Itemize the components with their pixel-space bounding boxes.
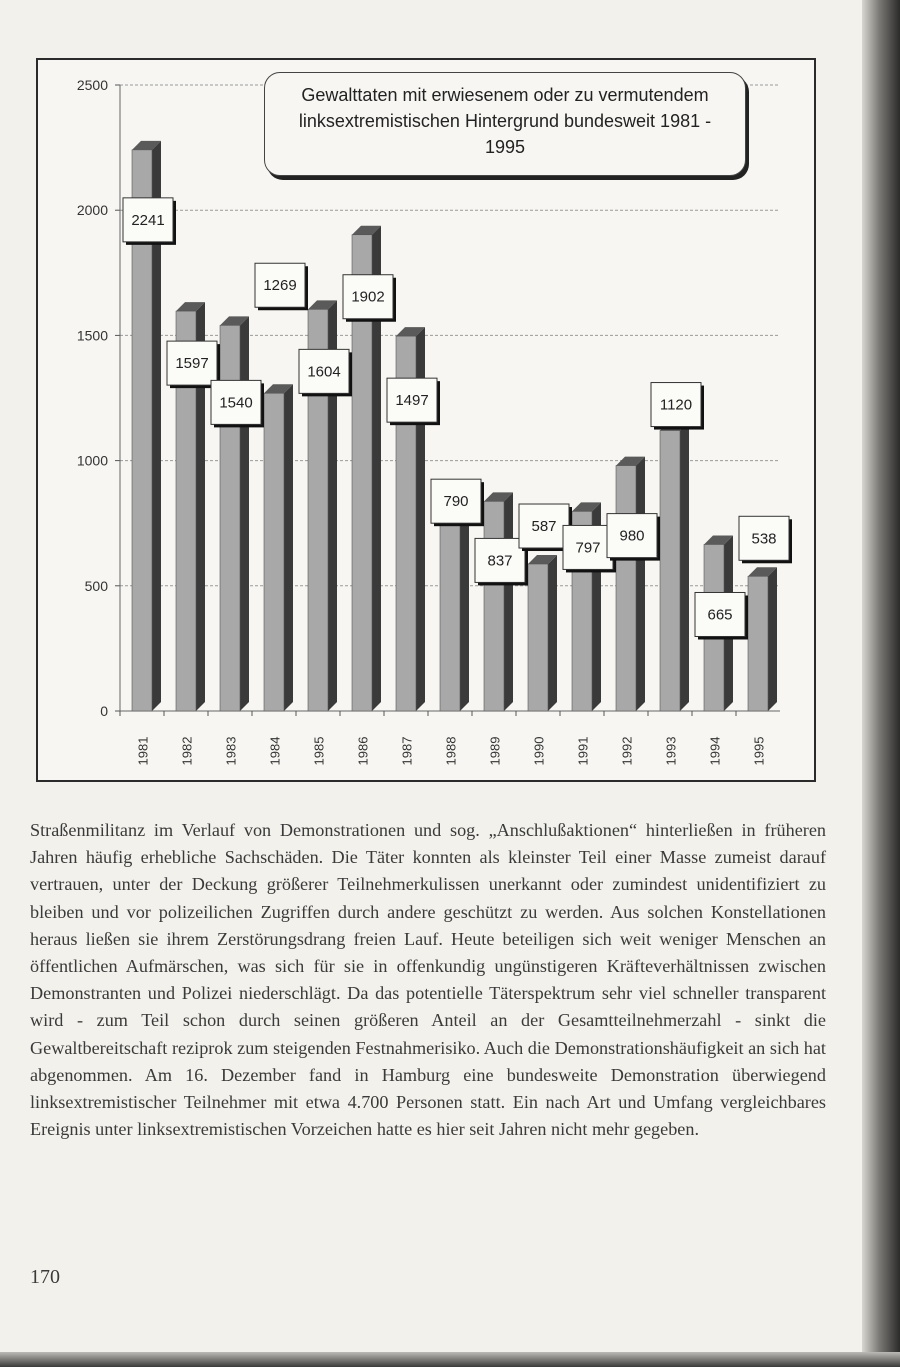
bar-side-1988 — [460, 504, 469, 711]
bar-side-1984 — [284, 384, 293, 711]
data-label-1981: 2241 — [131, 211, 165, 229]
data-label-1992: 980 — [619, 527, 645, 545]
x-tick-label-1982: 1982 — [179, 736, 195, 766]
x-tick-label-1992: 1992 — [619, 736, 635, 766]
data-label-1986: 1902 — [351, 288, 385, 306]
x-tick-label-1988: 1988 — [443, 736, 459, 766]
x-tick-label-1987: 1987 — [399, 736, 415, 766]
data-label-1994: 665 — [707, 606, 733, 624]
data-label-1982: 1597 — [175, 355, 209, 373]
x-tick-label-1989: 1989 — [487, 736, 503, 766]
data-label-1990: 587 — [531, 518, 557, 536]
data-label-1995: 538 — [751, 530, 777, 548]
data-label-1991: 797 — [575, 539, 601, 557]
data-label-1983: 1540 — [219, 394, 253, 412]
x-tick-label-1993: 1993 — [663, 736, 679, 766]
data-label-1985: 1604 — [307, 363, 341, 381]
y-tick-label: 1000 — [76, 452, 108, 469]
bar-side-1990 — [548, 555, 557, 711]
x-tick-label-1995: 1995 — [751, 736, 767, 766]
x-tick-label-1983: 1983 — [223, 736, 239, 766]
body-paragraph: Straßenmilitanz im Verlauf von Demonstrationen und sog. „Anschlußaktionen“ hinterließen in früheren Jahren häufig erhebliche Sachschäden. Die Täter konnten als kleinster Teil einer Masse zumeist darauf vertrauen, unter der Deckung größerer Teilnehmerkulissen unerkannt oder zumindest unidentifiziert zu bleiben und vor polizeilichen Zugriffen durch andere geschützt zu werden. Aus solchen Konstellationen heraus ließen sie ihrem Zerstörungsdrang freien Lauf. Heute beteiligen sich weit weniger Menschen an öffentlichen Aufmärschen, was sich für sie in offenkundig ungünstigeren Kräfteverhältnissen zwischen Demonstranten und Polizei niederschlägt. Da das potentielle Täterspektrum sehr viel schneller transparent wird - zum Teil schon durch seinen größeren Anteil an der Gesamtteilnehmerzahl - sinkt die Gewaltbereitschaft reziprok zum steigenden Festnahmerisiko. Auch die Demonstrationshäufigkeit an sich hat abgenommen. Am 16. Dezember fand in Hamburg eine bundesweite Demonstration überwiegend linksextremistischer Teilnehmer mit etwa 4.700 Personen statt. Ein nach Art und Umfang vergleichbares Ereignis unter linksextremistischen Vorzeichen hatte es hier seit Jahren nicht mehr gegeben. — [30, 820, 826, 1140]
x-tick-label-1986: 1986 — [355, 736, 371, 766]
bar-1989 — [484, 501, 504, 711]
x-tick-label-1994: 1994 — [707, 736, 723, 766]
bar-1988 — [440, 513, 460, 711]
page-bottom-shadow — [0, 1352, 900, 1367]
x-tick-label-1991: 1991 — [575, 736, 591, 766]
bar-side-1995 — [768, 567, 777, 711]
y-tick-label: 1500 — [76, 327, 108, 344]
data-label-1987: 1497 — [395, 392, 429, 410]
x-tick-label-1984: 1984 — [267, 736, 283, 766]
chart-title: Gewalttaten mit erwiesenem oder zu vermutendem linksextremistischen Hintergrund bundesweit 1981 - 1995 — [264, 72, 746, 176]
data-label-1988: 790 — [443, 493, 469, 511]
data-label-1993: 1120 — [659, 396, 693, 414]
y-tick-label: 2000 — [76, 202, 108, 219]
bar-side-1983 — [240, 316, 249, 711]
bar-side-1993 — [680, 422, 689, 711]
x-tick-label-1990: 1990 — [531, 736, 547, 766]
x-tick-label-1985: 1985 — [311, 736, 327, 766]
bar-1990 — [528, 564, 548, 711]
bar-side-1992 — [636, 457, 645, 711]
y-tick-label: 0 — [100, 703, 108, 719]
bar-side-1989 — [504, 492, 513, 711]
bar-1993 — [660, 431, 680, 711]
x-tick-label-1981: 1981 — [135, 736, 151, 766]
bar-1992 — [616, 466, 636, 711]
data-label-1989: 837 — [487, 552, 513, 570]
page-number: 170 — [30, 1266, 60, 1288]
y-tick-label: 500 — [84, 577, 108, 594]
bar-1984 — [264, 393, 284, 711]
y-tick-label: 2500 — [76, 77, 108, 93]
data-label-1984: 1269 — [263, 277, 297, 295]
bar-1995 — [748, 576, 768, 711]
